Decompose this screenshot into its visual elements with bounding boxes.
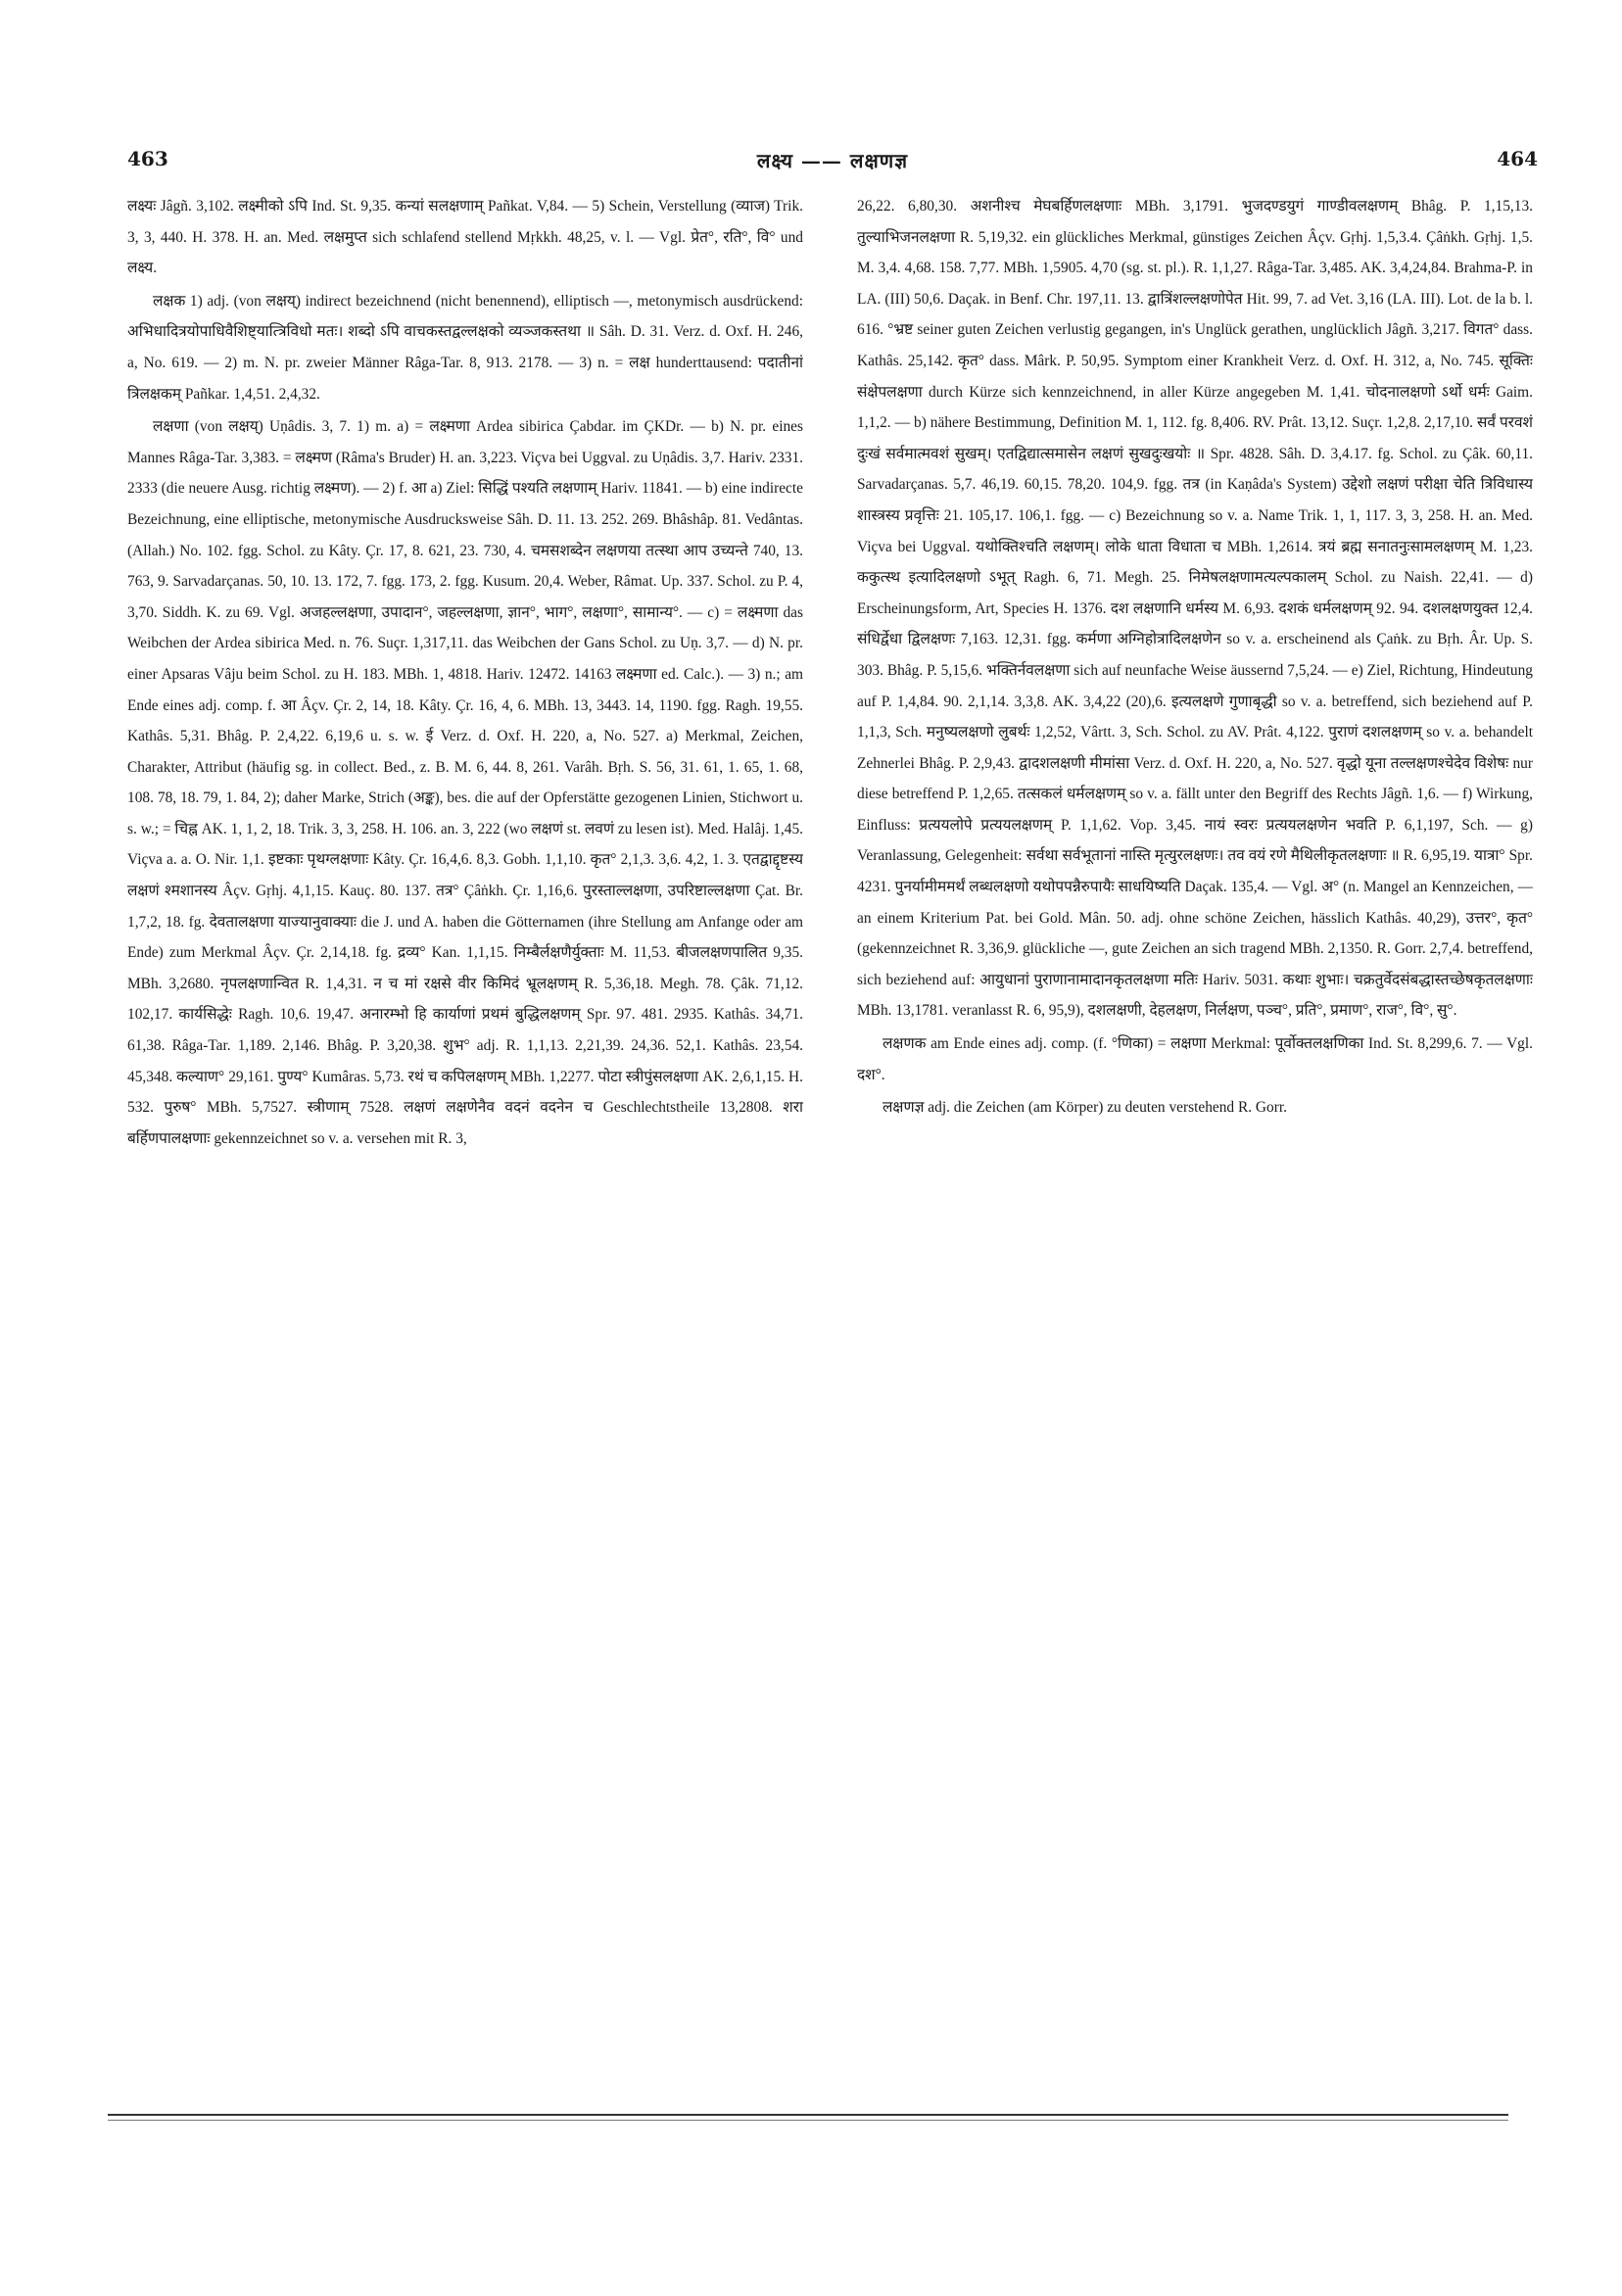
right-column [857, 191, 1533, 2033]
left-column [127, 191, 803, 2033]
footer-rule-thin [108, 2120, 1508, 2121]
page-header [127, 147, 1538, 186]
entry-laksanaka: लक्षणक am Ende eines adj. comp. (f. °णिका) = लक्षणा Merkmal: पूर्वोक्तलक्षणिका Ind. St. 8,299,6. 7. — Vgl. दश°. [857, 1035, 1533, 1083]
entry-laksaka: लक्षक 1) adj. (von लक्षय्) indirect bezeichnend (nicht benennend), elliptisch —, metonymisch ausdrückend: अभिधादित्रयोपाधिवैशिष्ट्यात्त्रिविधो मतः। शब्दो ऽपि वाचकस्तद्वल्लक्षको व्यञ्जकस्तथा ॥ Sâh. D. 31. Verz. d. Oxf. H. 246, a, No. 619. — 2) m. N. pr. zweier Männer Râga-Tar. 8, 913. 2178. — 3) n. = लक्ष hunderttausend: पदातीनां त्रिलक्षकम् Pañkar. 1,4,51. 2,4,32. [127, 292, 803, 403]
running-head: लक्ष्य —— लक्षणज्ञ [756, 149, 909, 172]
page-number-left: 463 [127, 147, 168, 170]
entry-continuation: लक्ष्यः Jâgñ. 3,102. लक्ष्मीको ऽपि Ind. St. 9,35. कन्यां सलक्षणाम् Pañkat. V,84. — 5) Schein, Verstellung (व्याज) Trik. 3, 3, 440. H. 378. H. an. Med. लक्षमुप्त sich schlafend stellend Mṛkkh. 48,25, v. l. — Vgl. प्रेत°, रति°, वि° und लक्ष्य. [127, 198, 803, 277]
entry-laksana: लक्षणा (von लक्षय्) Uṇâdis. 3, 7. 1) m. a) = लक्ष्मणा Ardea sibirica Çabdar. im ÇKDr. — b) N. pr. eines Mannes Râga-Tar. 3,383. = लक्ष्मण (Râma's Bruder) H. an. 3,223. Viçva bei Uggval. zu Uṇâdis. 3,7. Hariv. 2331. 2333 (die neuere Ausg. richtig लक्ष्मण). — 2) f. आ a) Ziel: सिद्धिं पश्यति लक्षणाम् Hariv. 11841. — b) eine indirecte Bezeichnung, eine elliptische, metonymische Ausdrucksweise Sâh. D. 11. 13. 252. 269. Bhâshâp. 81. Vedântas. (Allah.) No. 102. fgg. Schol. zu Kâty. Çr. 17, 8. 621, 23. 730, 4. चमसशब्देन लक्षणया तत्स्था आप उच्यन्ते 740, 13. 763, 9. Sarvadarçanas. 50, 10. 13. 172, 7. fgg. 173, 2. fgg. Kusum. 20,4. Weber, Râmat. Up. 337. Schol. zu P. 4, 3,70. Siddh. K. zu 69. Vgl. अजहल्लक्षणा, उपादान°, जहल्लक्षणा, ज्ञान°, भाग°, लक्षणा°, सामान्य°. — c) = लक्ष्मणा das Weibchen der Ardea sibirica Med. n. 76. Suçr. 1,317,11. das Weibchen der Gans Schol. zu Uṇ. 3,7. — d) N. pr. einer Apsaras Vâju beim Schol. zu H. 183. MBh. 1, 4818. Hariv. 12472. 14163 लक्ष्मणा ed. Calc.). — 3) n.; am Ende eines adj. comp. f. आ Âçv. Çr. 2, 14, 18. Kâty. Çr. 16, 4, 6. MBh. 13, 3443. 14, 1190. fgg. Ragh. 19,55. Kathâs. 5,31. Bhâg. P. 2,4,22. 6,19,6 u. s. w. ई Verz. d. Oxf. H. 220, a, No. 527. a) Merkmal, Zeichen, Charakter, Attribut (häufig sg. in collect. Bed., z. B. M. 6, 44. 8, 261. Varâh. Bṛh. S. 56, 31. 61, 1. 65, 1. 68, 108. 78, 18. 79, 1. 84, 2); daher Marke, Strich (अङ्क), bes. die auf der Opferstätte gezogenen Linien, Stichwort u. s. w.; = चिह्न AK. 1, 1, 2, 18. Trik. 3, 3, 258. H. 106. an. 3, 222 (wo लक्षणं st. लवणं zu lesen ist). Med. Halâj. 1,45. Viçva a. a. O. Nir. 1,1. इष्टकाः पृथग्लक्षणाः Kâty. Çr. 16,4,6. 8,3. Gobh. 1,1,10. कृत° 2,1,3. 3,6. 4,2, 1. 3. एतद्वाद्दृष्टस्य लक्षणं श्मशानस्य Âçv. Gṛhj. 4,1,15. Kauç. 80. 137. तत्र° Çâṅkh. Çr. 1,16,6. पुरस्ताल्लक्षणा, उपरिष्टाल्लक्षणा Çat. Br. 1,7,2, 18. fg. देवतालक्षणा याज्यानुवाक्याः die J. und A. haben die Götternamen (ihre Stellung am Anfange oder am Ende) zum Merkmal Âçv. Çr. 2,14,18. fg. द्रव्य° Kan. 1,1,15. निम्बैर्लक्षणैर्युक्ताः M. 11,53. बीजलक्षणपालित 9,35. MBh. 3,2680. नृपलक्षणान्वित R. 1,4,31. न च मां रक्षसे वीर किमिदं भ्रूलक्षणम् R. 5,36,18. Megh. 78. Çâk. 71,12. 102,17. कार्यसिद्धेः Ragh. 10,6. 19,47. अनारम्भो हि कार्याणां प्रथमं बुद्धिलक्षणम् Spr. 97. 481. 2935. Kathâs. 34,71. 61,38. Râga-Tar. 1,189. 2,146. Bhâg. P. 3,20,38. शुभ° adj. R. 1,1,13. 2,21,39. 24,36. 52,1. Kathâs. 23,54. 45,348. कल्याण° 29,161. पुण्य° Kumâras. 5,73. रथं च कपिलक्षणम् MBh. 1,2277. पोटा स्त्रीपुंसलक्षणा AK. 2,6,1,15. H. 532. पुरुष° MBh. 5,7527. स्त्रीणाम् 7528. लक्षणं लक्षणेनैव वदनं वदनेन च Geschlechtstheile 13,2808. शरा बर्हिणपालक्षणाः gekennzeichnet so v. a. versehen mit R. 3, [127, 418, 803, 1147]
entry-laksanajna: लक्षणज्ञ adj. die Zeichen (am Körper) zu deuten verstehend R. Gorr. [883, 1099, 1287, 1117]
page-number-right: 464 [1497, 147, 1538, 170]
footer-rule [108, 2114, 1508, 2116]
entry-continuation-right: 26,22. 6,80,30. अशनीश्च मेघबर्हिणलक्षणाः MBh. 3,1791. भुजदण्डयुगं गाण्डीवलक्षणम् Bhâg. P. 1,15,13. तुल्याभिजनलक्षणा R. 5,19,32. ein glückliches Merkmal, günstiges Zeichen Âçv. Gṛhj. 1,5,3.4. Çâṅkh. Gṛhj. 1,5. M. 3,4. 4,68. 158. 7,77. MBh. 1,5905. 4,70 (sg. st. pl.). R. 1,1,27. Râga-Tar. 3,485. AK. 3,4,24,84. Brahma-P. in LA. (III) 50,6. Daçak. in Benf. Chr. 197,11. 13. द्वात्रिंशल्लक्षणोपेत Hit. 99, 7. ad Vet. 3,16 (LA. III). Lot. de la b. l. 616. °भ्रष्ट seiner guten Zeichen verlustig gegangen, in's Unglück gerathen, unglücklich Jâgñ. 3,217. विगत° dass. Kathâs. 25,142. कृत° dass. Mârk. P. 50,95. Symptom einer Krankheit Verz. d. Oxf. H. 312, a, No. 745. सूक्तिः संक्षेपलक्षणा durch Kürze sich kennzeichnend, in aller Kürze angegeben M. 1,41. चोदनालक्षणो ऽर्थो धर्मः Gaim. 1,1,2. — b) nähere Bestimmung, Definition M. 1, 112. fg. 8,406. RV. Prât. 13,12. Suçr. 1,2,8. 2,17,10. सर्वं परवशं दुःखं सर्वमात्मवशं सुखम्। एतद्विद्यात्समासेन लक्षणं सुखदुःखयोः ॥ Spr. 4828. Sâh. D. 3,4.17. fg. Schol. zu Çâk. 60,11. Sarvadarçanas. 5,7. 46,19. 60,15. 78,20. 104,9. fgg. तत्र (in Kaṇâda's System) उद्देशो लक्षणं परीक्षा चेति त्रिविधास्य शास्त्रस्य प्रवृत्तिः 21. 105,17. 106,1. fgg. — c) Bezeichnung so v. a. Name Trik. 1, 1, 117. 3, 3, 258. H. an. Med. Viçva bei Uggval. यथोक्तिश्चति लक्षणम्। लोके धाता विधाता च MBh. 1,2614. त्रयं ब्रह्म सनातनुःसामलक्षणम् M. 1,23. ककुत्स्थ इत्यादिलक्षणो ऽभूत् Ragh. 6, 71. Megh. 25. निमेषलक्षणामत्यल्पकालम् Schol. zu Naish. 22,41. — d) Erscheinungsform, Art, Species H. 1376. दश लक्षणानि धर्मस्य M. 6,93. दशकं धर्मलक्षणम् 92. 94. दशलक्षणयुक्त 12,4. संधिर्द्वेधा द्विलक्षणः 7,163. 12,31. fgg. कर्मणा अग्निहोत्रादिलक्षणेन so v. a. erscheinend als Çaṅk. zu Bṛh. Âr. Up. S. 303. Bhâg. P. 5,15,6. भक्तिर्नवलक्षणा sich auf neunfache Weise äussernd 7,5,24. — e) Ziel, Richtung, Hindeutung auf P. 1,4,84. 90. 2,1,14. 3,3,8. AK. 3,4,22 (20),6. इत्यलक्षणे गुणाबृद्धी so v. a. betreffend, sich beziehend auf P. 1,1,3, Sch. मनुष्यलक्षणो लुबर्थः 1,2,52, Vârtt. 3, Sch. Schol. zu AV. Prât. 4,122. पुराणं दशलक्षणम् so v. a. behandelt Zehnerlei Bhâg. P. 2,9,43. द्वादशलक्षणी मीमांसा Verz. d. Oxf. H. 220, a, No. 527. वृद्धो यूना तल्लक्षणश्चेदेव विशेषः nur diese betreffend P. 1,2,65. तत्सकलं धर्मलक्षणम् so v. a. fällt unter den Begriff des Rechts Jâgñ. 1,6. — f) Wirkung, Einfluss: प्रत्ययलोपे प्रत्ययलक्षणम् P. 1,1,62. Vop. 3,45. नायं स्वरः प्रत्ययलक्षणेन भवति P. 6,1,197, Sch. — g) Veranlassung, Gelegenheit: सर्वथा सर्वभूतानां नास्ति मृत्युरलक्षणः। तव वयं रणे मैथिलीकृतलक्षणाः ॥ R. 6,95,19. यात्रा° Spr. 4231. पुनर्यामीममर्थं लब्धलक्षणो यथोपपन्नैरुपायैः साधयिष्यति Daçak. 135,4. — Vgl. अ° (n. Mangel an Kennzeichen, — an einem Kriterium Pat. bei Gold. Mân. 50. adj. ohne schöne Zeichen, hässlich Kathâs. 40,29), उत्तर°, कृत° (gekennzeichnet R. 3,36,9. glückliche —, gute Zeichen an sich tragend MBh. 2,1350. R. Gorr. 2,7,4. betreffend, sich beziehend auf: आयुधानां पुराणानामादानकृतलक्षणा मतिः Hariv. 5031. कथाः शुभाः। चक्रतुर्वेदसंबद्धास्तच्छेषकृतलक्षणाः MBh. 13,1781. veranlasst R. 6, 95,9), दशलक्षणी, देहलक्षण, निर्लक्षण, पञ्च°, प्रति°, प्रमाण°, राज°, वि°, सु°. [857, 198, 1533, 1020]
